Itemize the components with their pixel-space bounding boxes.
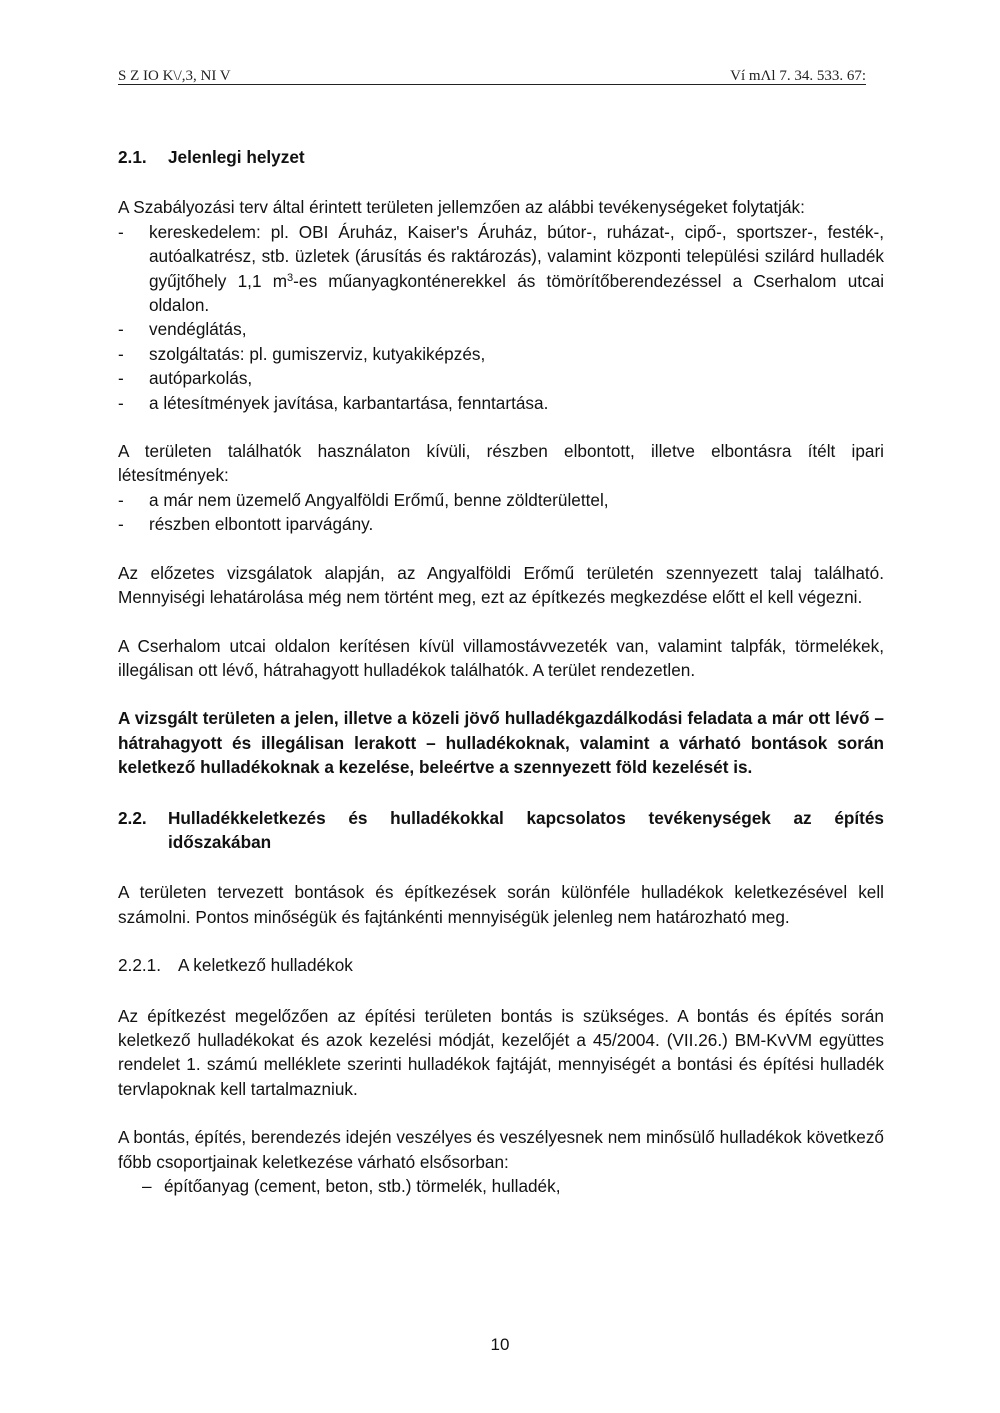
header-left-text: S Z IO K\/,3, NI V (118, 68, 231, 84)
cserhalom-paragraph: A Cserhalom utcai oldalon kerítésen kívül villamostávvezeték van, valamint talpfák, törmelékek, illegálisan ott lévő, hátrahagyott hulladékok találhatók. A terület rendezetlen. (118, 635, 884, 680)
waste-groups-paragraph: A bontás, építés, berendezés idején veszélyes és veszélyesnek nem minősülő hulladékok következő főbb csoportjainak keletkezése várható elsősorban: (118, 1127, 884, 1172)
industrial-list (118, 488, 884, 537)
construction-paragraph: A területen tervezett bontások és építkezések során különféle hulladékok keletkezésével kell számolni. Pontos minőségük és fajtánkénti mennyiségük jelenleg nem határozható meg. (118, 882, 884, 927)
list-item: - szolgáltatás: pl. gumiszerviz, kutyakiképzés, (118, 342, 884, 366)
list-item: - a létesítmények javítása, karbantartása, fenntartása. (118, 391, 884, 415)
page-content (118, 145, 884, 1198)
list-item: - vendéglátás, (118, 317, 884, 341)
page-number: 10 (490, 1335, 510, 1354)
section-heading-2-1 (118, 145, 884, 169)
list-item: - a már nem üzemelő Angyalföldi Erőmű, benne zöldterülettel, (118, 488, 884, 512)
list-item-text-cont: -es műanyagkonténerekkel ás tömörítőberendezéssel a Cserhalom utcai oldalon. (149, 270, 885, 316)
section-number: 2.2. (118, 807, 147, 828)
subsection-title: A keletkező hulladékok (178, 955, 353, 976)
section-number: 2.1. (118, 147, 147, 167)
summary-bold-paragraph: A vizsgált területen a jelen, illetve a közeli jövő hulladékgazdálkodási feladata a már ott lévő – hátrahagyott és illegálisan lerakott – hulladékoknak, valamint a várható bontások során keletkező hulladékoknak a kezelése, beleértve a szennyezett föld kezelését is. (118, 708, 884, 778)
section-heading-2-2-1 (118, 953, 884, 977)
section-title: Hulladékkeletkezés és hulladékokkal kapcsolatos tevékenységek az építés időszakában (168, 807, 884, 852)
list-item: - részben elbontott iparvágány. (118, 512, 884, 536)
list-item: – építőanyag (cement, beton, stb.) törmelék, hulladék, (118, 1174, 884, 1198)
running-header (118, 62, 866, 85)
soil-paragraph: Az előzetes vizsgálatok alapján, az Angyalföldi Erőmű területén szennyezett talaj található. Mennyiségi lehatárolása még nem történt meg, ezt az építkezés megkezdése előtt el kell végezni. (118, 562, 884, 608)
intro-paragraph: A Szabályozási terv által érintett területen jellemzően az alábbi tevékenységeket folytatják: (118, 197, 805, 218)
list-item (118, 220, 884, 318)
superscript: 3 (287, 271, 294, 284)
section-title: Jelenlegi helyzet (168, 147, 305, 167)
list-item: - autóparkolás, (118, 366, 884, 390)
demolition-paragraph: Az építkezést megelőzően az építési területen bontás is szükséges. A bontás és építés során keletkező hulladékokat és azok kezelési módját, kezelőjét a 45/2004. (VII.26.) BM-KvVM együttes rendelet 1. számú melléklete szerinti hulladékok fajtáját, mennyiségét a bontási és építési hulladék tervlapoknak kell tartalmazniuk. (118, 1005, 884, 1099)
header-right-text: Ví mɅl 7. 34. 533. 67: (730, 68, 866, 84)
industrial-paragraph: A területen találhatók használaton kívüli, részben elbontott, illetve elbontásra ítélt ipari létesítmények: (118, 441, 884, 486)
list-item-text: kereskedelem: pl. OBI Áruház, Kaiser's Áruház, bútor-, ruházat-, cipő-, sportszer-, festék-, autóalkatrész, stb. üzletek (árusítás és raktározás), valamint központi települési szilárd hulladék gyűjtőhely 1,1 m (149, 221, 884, 291)
waste-groups-list (118, 1174, 884, 1198)
section-heading-2-2 (118, 806, 884, 855)
subsection-number: 2.2.1. (118, 955, 162, 976)
activities-list (118, 220, 884, 415)
